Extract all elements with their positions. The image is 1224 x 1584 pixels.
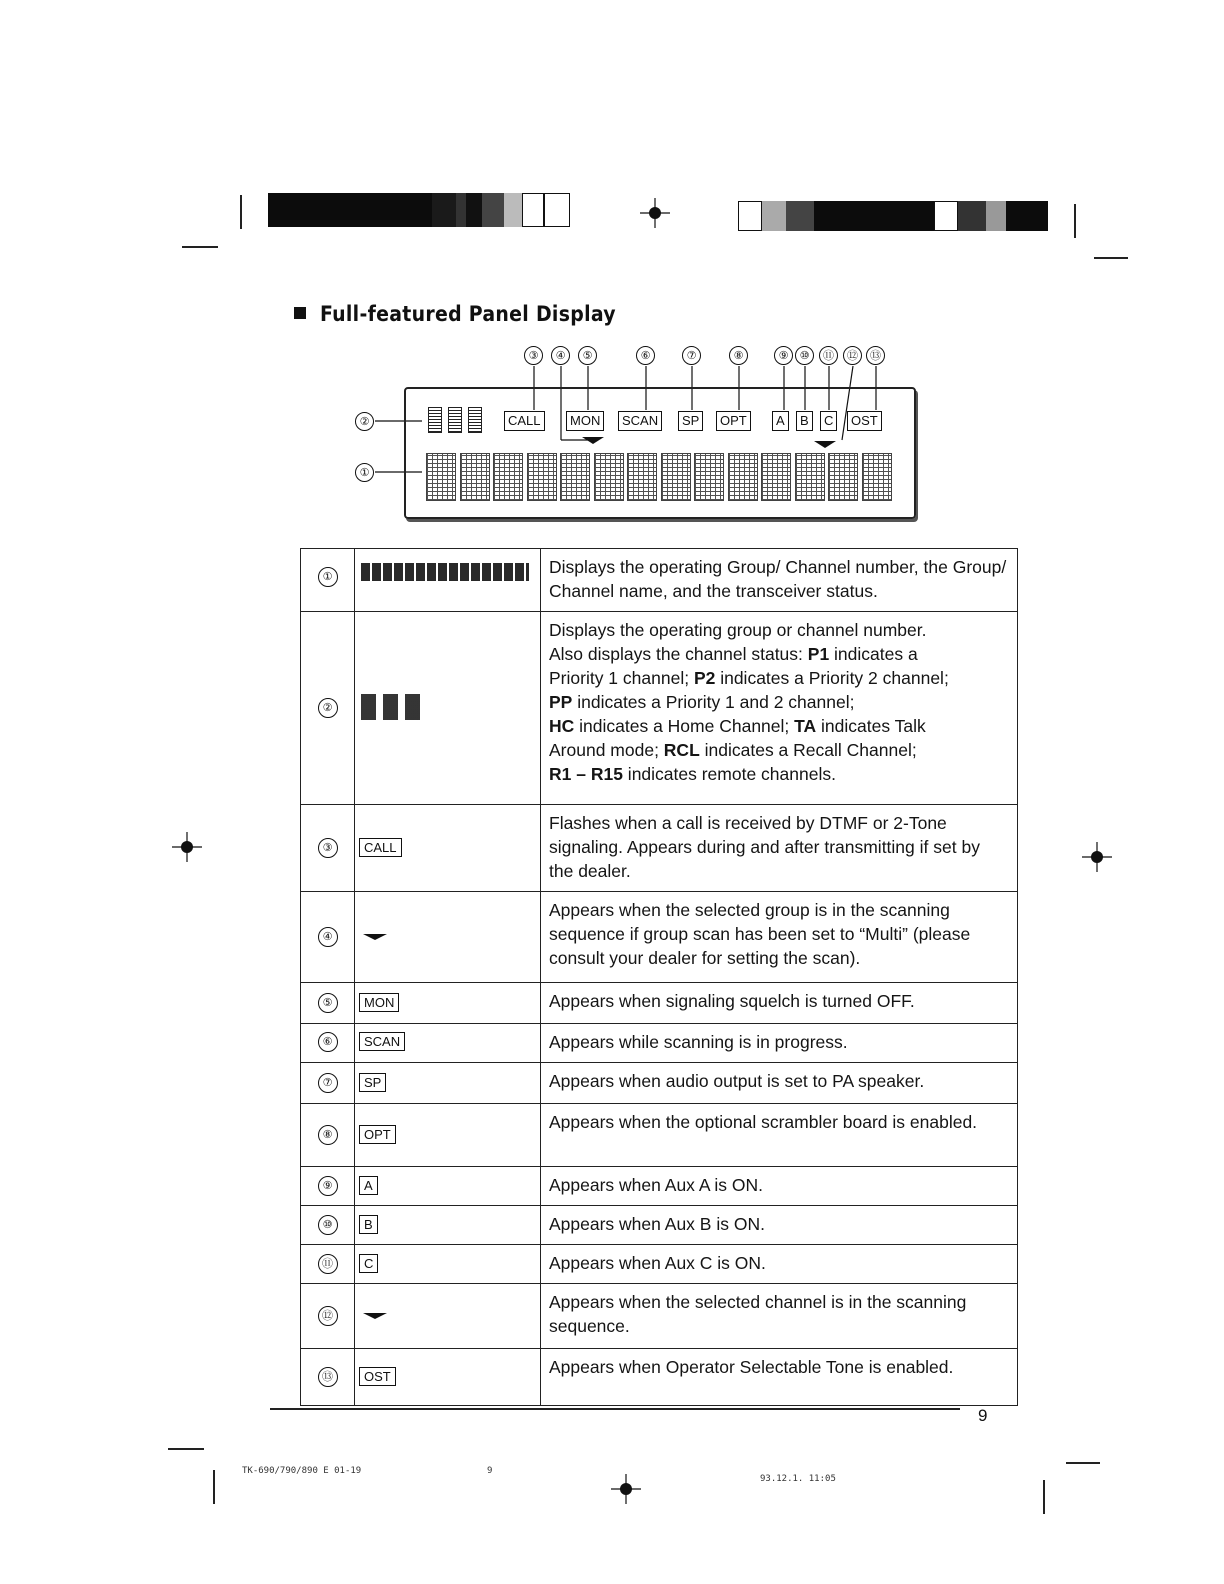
row-number: ④ [318, 927, 338, 947]
lcd-character-cell [594, 453, 624, 501]
lcd-b-indicator: B [796, 411, 813, 431]
description-cell [541, 805, 1018, 892]
row-number: ⑧ [318, 1125, 338, 1145]
callout-8: ⑧ [729, 346, 748, 365]
symbol-cell [355, 1063, 541, 1104]
scan-arrow-icon [363, 934, 387, 940]
lcd-character-cell [460, 453, 490, 501]
row-number-cell [301, 805, 355, 892]
callout-1: ① [355, 463, 374, 482]
description-cell [541, 1245, 1018, 1284]
description-cell [541, 1167, 1018, 1206]
row-number-cell [301, 1284, 355, 1349]
symbol-cell [355, 1104, 541, 1167]
lcd-sp-indicator: SP [678, 411, 703, 431]
callout-4: ④ [551, 346, 570, 365]
symbol-cell [355, 1349, 541, 1406]
group-digit [448, 407, 462, 433]
lcd-indicator-symbol: SP [359, 1073, 386, 1092]
description-cell [541, 892, 1018, 983]
callout-12: ⑫ [843, 346, 862, 365]
lcd-call-indicator: CALL [504, 411, 545, 431]
registration-mark-icon [172, 832, 202, 862]
callout-5: ⑤ [578, 346, 597, 365]
lcd-character-cell [862, 453, 892, 501]
row-number: ⑦ [318, 1073, 338, 1093]
row-number-cell [301, 983, 355, 1024]
table-row [301, 1206, 1018, 1245]
description-text: Appears when Aux B is ON. [549, 1214, 765, 1234]
lcd-indicator-symbol: SCAN [359, 1032, 405, 1051]
lcd-indicator-symbol: OST [359, 1367, 396, 1386]
row-number-cell [301, 892, 355, 983]
description-cell [541, 1104, 1018, 1167]
lcd-character-row-icon [361, 563, 529, 581]
symbol-cell [355, 549, 541, 612]
footer-page-ref: 9 [487, 1466, 493, 1476]
lcd-indicator-symbol: OPT [359, 1125, 396, 1144]
lcd-scan-indicator: SCAN [618, 411, 662, 431]
table-row [301, 805, 1018, 892]
description-cell [541, 1349, 1018, 1406]
symbol-cell [355, 892, 541, 983]
row-number-cell [301, 1245, 355, 1284]
description-text: Appears when signaling squelch is turned OFF. [549, 991, 915, 1011]
table-row [301, 1245, 1018, 1284]
description-text: Appears when the selected group is in the scanning sequence if group scan has been set to “Multi” (please consult your dealer for setting the scan). [549, 900, 971, 968]
table-row [301, 612, 1018, 805]
table-row [301, 983, 1018, 1024]
registration-mark-icon [1082, 842, 1112, 872]
print-timestamp: 93.12.1. 11:05 [760, 1474, 836, 1484]
callout-2: ② [355, 412, 374, 431]
row-number-cell [301, 549, 355, 612]
crop-mark [1043, 1480, 1045, 1514]
table-row [301, 1349, 1018, 1406]
page-number: 9 [978, 1406, 988, 1425]
scan-arrow-icon [363, 1313, 387, 1319]
lcd-character-cell [560, 453, 590, 501]
callout-11: ⑪ [819, 346, 838, 365]
row-number: ⑬ [318, 1367, 338, 1387]
row-number-cell [301, 1024, 355, 1063]
lcd-a-indicator: A [772, 411, 789, 431]
lcd-character-cell [426, 453, 456, 501]
table-row [301, 1024, 1018, 1063]
description-text: Flashes when a call is received by DTMF or 2-Tone signaling. Appears during and after transmitting if set by the dealer. [549, 813, 980, 881]
lcd-indicator-symbol: C [359, 1254, 378, 1273]
description-cell [541, 983, 1018, 1024]
footer-rule [270, 1408, 960, 1410]
lcd-character-cell [795, 453, 825, 501]
callout-13: ⑬ [866, 346, 885, 365]
callout-10: ⑩ [795, 346, 814, 365]
channel-scan-arrow-icon [814, 441, 836, 448]
row-number: ③ [318, 838, 338, 858]
lcd-indicator-symbol: B [359, 1215, 378, 1234]
description-text: Appears while scanning is in progress. [549, 1032, 848, 1052]
symbol-cell [355, 1024, 541, 1063]
crop-mark [168, 1448, 204, 1450]
lcd-ost-indicator: OST [847, 411, 882, 431]
lcd-character-cell [761, 453, 791, 501]
description-text: Appears when the optional scrambler board is enabled. [549, 1112, 978, 1132]
description-text: Displays the operating Group/ Channel number, the Group/ Channel name, and the transceiver status. [549, 557, 1007, 601]
description-text: Appears when Aux C is ON. [549, 1253, 766, 1273]
callout-7: ⑦ [682, 346, 701, 365]
row-number-cell [301, 612, 355, 805]
row-number-cell [301, 1349, 355, 1406]
description-text: Displays the operating group or channel number. Also displays the channel status: P1 indicates a Priority 1 channel; P2 indicates a Priority 2 channel; PP indicates a Priority 1 and 2 channel; HC indicates a Home Channel; TA indicates Talk Around mode; RCL indicates a Recall Channel; R1 – R15 indicates remote channels. [549, 620, 949, 784]
row-number: ② [318, 698, 338, 718]
symbol-cell [355, 1167, 541, 1206]
lcd-group-digits-icon [361, 694, 423, 720]
table-row [301, 892, 1018, 983]
lcd-indicator-symbol: A [359, 1176, 378, 1195]
table-row [301, 549, 1018, 612]
symbol-cell [355, 1245, 541, 1284]
callout-6: ⑥ [636, 346, 655, 365]
row-number: ⑫ [318, 1306, 338, 1326]
lcd-character-cell [493, 453, 523, 501]
row-number: ⑪ [318, 1254, 338, 1274]
lcd-character-cell [661, 453, 691, 501]
description-cell [541, 1284, 1018, 1349]
description-cell [541, 1024, 1018, 1063]
lcd-character-cell [527, 453, 557, 501]
row-number: ⑥ [318, 1032, 338, 1052]
symbol-cell [355, 1284, 541, 1349]
callout-9: ⑨ [774, 346, 793, 365]
row-number: ⑨ [318, 1176, 338, 1196]
lcd-character-cell [694, 453, 724, 501]
group-digit [468, 407, 482, 433]
file-reference: TK-690/790/890 E 01-19 [242, 1466, 362, 1476]
description-text: Appears when Aux A is ON. [549, 1175, 764, 1195]
callout-3: ③ [524, 346, 543, 365]
symbol-cell [355, 1206, 541, 1245]
table-row [301, 1167, 1018, 1206]
description-cell [541, 1206, 1018, 1245]
description-text: Appears when the selected channel is in the scanning sequence. [549, 1292, 967, 1336]
lcd-mon-indicator: MON [566, 411, 604, 431]
lcd-character-cell [828, 453, 858, 501]
lcd-panel-diagram [404, 387, 916, 519]
registration-mark-icon [611, 1474, 641, 1504]
symbol-cell [355, 983, 541, 1024]
indicator-table [300, 548, 1018, 1406]
symbol-cell [355, 612, 541, 805]
description-text: Appears when Operator Selectable Tone is enabled. [549, 1357, 954, 1377]
description-cell [541, 549, 1018, 612]
row-number-cell [301, 1104, 355, 1167]
row-number-cell [301, 1063, 355, 1104]
group-scan-arrow-icon [582, 437, 604, 444]
lcd-character-cell [627, 453, 657, 501]
row-number: ⑤ [318, 993, 338, 1013]
table-row [301, 1104, 1018, 1167]
description-text: Appears when audio output is set to PA speaker. [549, 1071, 925, 1091]
row-number: ① [318, 567, 338, 587]
table-row [301, 1284, 1018, 1349]
description-cell [541, 1063, 1018, 1104]
table-row [301, 1063, 1018, 1104]
row-number-cell [301, 1206, 355, 1245]
crop-mark [213, 1470, 215, 1504]
crop-mark [1066, 1462, 1100, 1464]
lcd-character-cell [728, 453, 758, 501]
row-number: ⑩ [318, 1215, 338, 1235]
lcd-c-indicator: C [820, 411, 837, 431]
section-title-text: Full-featured Panel Display [320, 302, 616, 326]
lcd-indicator-symbol: MON [359, 993, 399, 1012]
description-cell [541, 612, 1018, 805]
row-number-cell [301, 1167, 355, 1206]
group-digit [428, 407, 442, 433]
lcd-indicator-symbol: CALL [359, 838, 402, 857]
lcd-opt-indicator: OPT [716, 411, 751, 431]
symbol-cell [355, 805, 541, 892]
